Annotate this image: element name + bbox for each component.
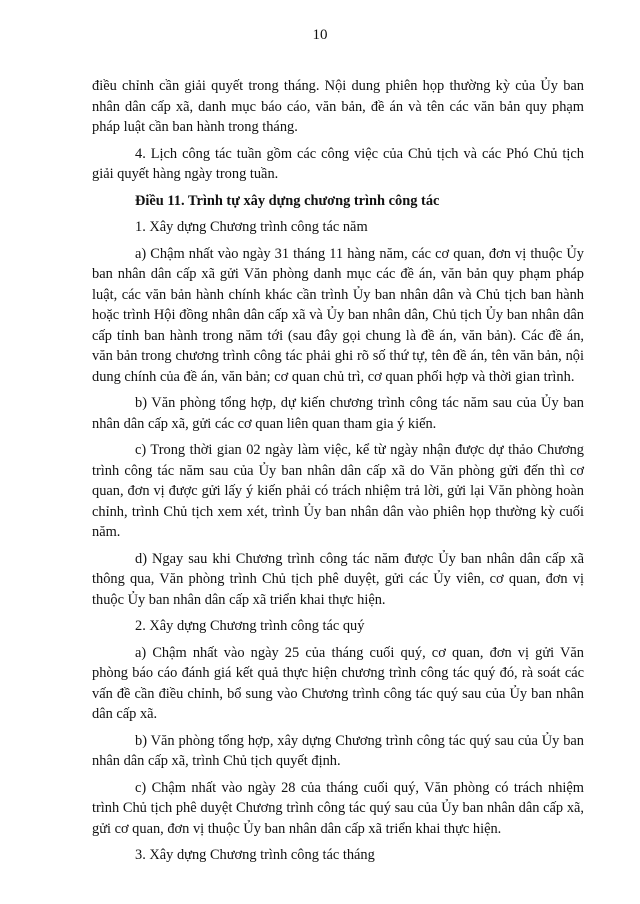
paragraph-continuation: điều chỉnh cần giải quyết trong tháng. Nội dung phiên họp thường kỳ của Ủy ban nhân dân cấp xã, danh mục báo cáo, văn bản, đề án và tên các văn bản quy phạm pháp luật cần ban hành trong tháng. [92,78,584,135]
paragraph-weekly-schedule: 4. Lịch công tác tuần gồm các công việc của Chủ tịch và các Phó Chủ tịch giải quyết hàng ngày trong tuần. [92,145,584,182]
section-1-heading: 1. Xây dựng Chương trình công tác năm [135,219,368,235]
paragraph-1d: d) Ngay sau khi Chương trình công tác năm được Ủy ban nhân dân cấp xã thông qua, Văn phòng trình Chủ tịch phê duyệt, gửi các Ủy viên, cơ quan, đơn vị thuộc Ủy ban nhân dân cấp xã triển khai thực hiện. [92,550,584,608]
paragraph-1c: c) Trong thời gian 02 ngày làm việc, kể từ ngày nhận được dự thảo Chương trình công tác năm sau của Ủy ban nhân dân cấp xã do Văn phòng gửi đến thì cơ quan, đơn vị được gửi lấy ý kiến phải có trách nhiệm trả lời, gửi lại Văn phòng hoàn chỉnh, trình Chủ tịch xem xét, trình Ủy ban nhân dân vào phiên họp thường kỳ cuối năm. [92,442,584,540]
paragraph-1a: a) Chậm nhất vào ngày 31 tháng 11 hàng năm, các cơ quan, đơn vị thuộc Ủy ban nhân dân cấp xã gửi Văn phòng danh mục các đề án, văn bản quy phạm pháp luật, các văn bản hành chính khác cần trình Ủy ban nhân dân và Chủ tịch ban hành hoặc trình Hội đồng nhân dân cấp xã và Ủy ban nhân dân, Chủ tịch Ủy ban nhân dân cấp tỉnh ban hành trong năm tới (sau đây gọi chung là đề án, văn bản). Các đề án, văn bản trong chương trình công tác phải ghi rõ số thứ tự, tên đề án, tên văn bản, nội dung chính của đề án, văn bản; cơ quan chủ trì, cơ quan phối hợp và thời gian trình. [92,245,584,385]
paragraph-2c: c) Chậm nhất vào ngày 28 của tháng cuối quý, Văn phòng có trách nhiệm trình Chủ tịch phê duyệt Chương trình công tác quý sau của Ủy ban nhân dân cấp xã, gửi cơ quan, đơn vị thuộc Ủy ban nhân dân cấp xã triển khai thực hiện. [92,779,584,837]
section-3-heading: 3. Xây dựng Chương trình công tác tháng [135,847,375,863]
document-body [92,76,584,872]
article-11-heading: Điều 11. Trình tự xây dựng chương trình công tác [135,192,440,209]
paragraph-2a: a) Chậm nhất vào ngày 25 của tháng cuối quý, cơ quan, đơn vị gửi Văn phòng báo cáo đánh giá kết quả thực hiện chương trình công tác quý đó, rà soát các vấn đề cần điều chỉnh, bổ sung vào Chương trình công tác quý sau của Ủy ban nhân dân cấp xã. [92,644,584,722]
paragraph-1b: b) Văn phòng tổng hợp, dự kiến chương trình công tác năm sau của Ủy ban nhân dân cấp xã, gửi các cơ quan liên quan tham gia ý kiến. [92,395,584,432]
paragraph-2b: b) Văn phòng tổng hợp, xây dựng Chương trình công tác quý sau của Ủy ban nhân dân cấp xã, trình Chủ tịch quyết định. [92,732,584,769]
section-2-heading: 2. Xây dựng Chương trình công tác quý [135,618,365,634]
page-number: 10 [312,27,328,43]
